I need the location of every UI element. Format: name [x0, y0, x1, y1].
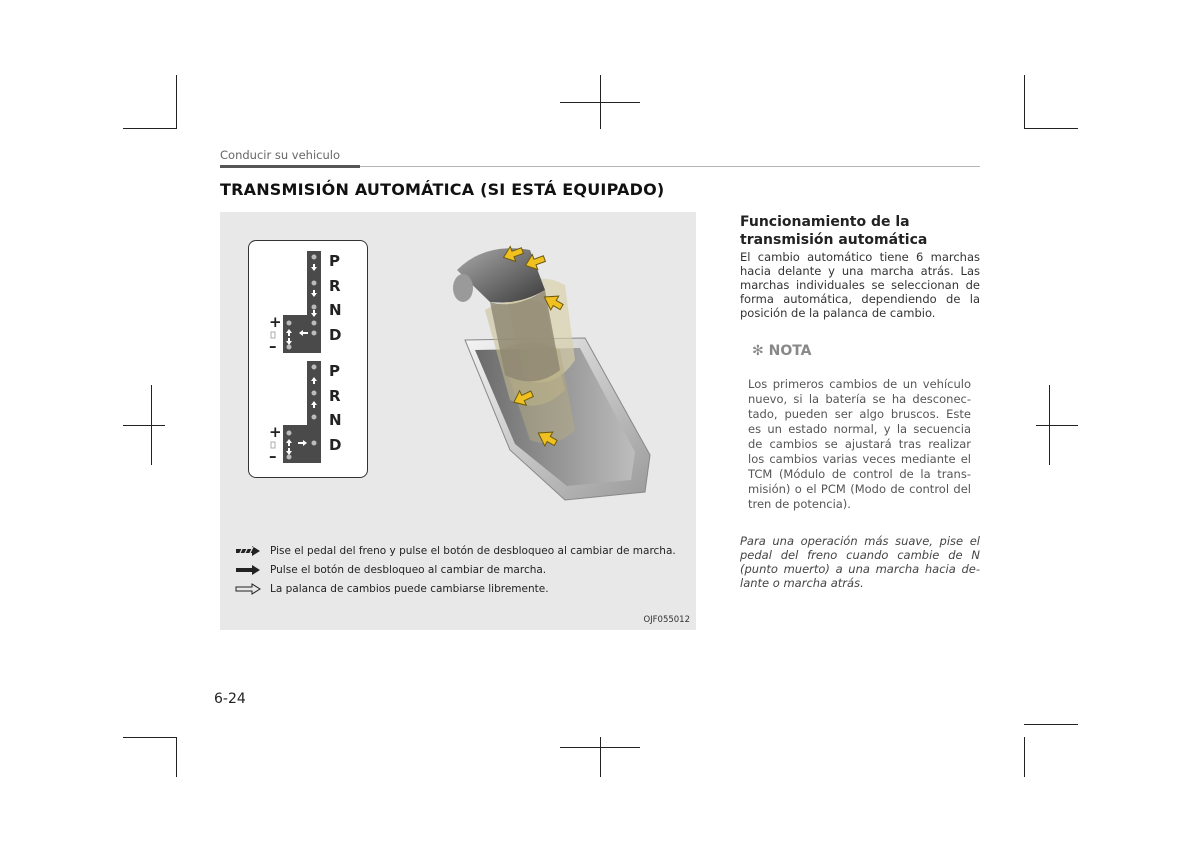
outline-arrow-icon [234, 583, 262, 595]
plus-sign: + [269, 423, 282, 441]
gear-label-d: D [329, 435, 342, 454]
legend-item [234, 545, 676, 557]
minus-sign: – [269, 447, 277, 465]
crop-mark [1024, 128, 1078, 129]
crop-mark [123, 425, 165, 426]
gear-label-r: R [329, 276, 341, 295]
solid-arrow-icon [234, 564, 262, 576]
gear-label-p: P [329, 252, 340, 270]
gear-label-p: P [329, 362, 340, 380]
crop-mark [600, 737, 601, 777]
crop-mark [560, 747, 640, 748]
gear-label-n: N [329, 411, 342, 429]
legend-item [234, 583, 549, 595]
crop-mark [1024, 724, 1078, 725]
crop-mark [560, 102, 640, 103]
shift-pattern-diagram [249, 241, 367, 477]
page-number: 6-24 [214, 691, 246, 707]
plus-sign: + [269, 313, 282, 331]
body-paragraph: El cambio automático tiene 6 marchas hacia delante y una marcha atrás. Las marchas individuales se seleccionan de forma automática, dependiendo de la posición de la palanca de cambio. [740, 250, 980, 320]
shift-pattern-card [248, 240, 368, 478]
legend-text: Pulse el botón de desbloqueo al cambiar de marcha. [270, 564, 547, 576]
gear-label-r: R [329, 386, 341, 405]
section-label: Conducir su vehiculo [220, 148, 340, 162]
transmission-figure [220, 212, 696, 630]
crop-mark [123, 737, 177, 738]
page-title: TRANSMISIÓN AUTOMÁTICA (SI ESTÁ EQUIPADO) [220, 180, 665, 199]
gear-lever-illustration [445, 230, 655, 510]
figure-code: OJF055012 [643, 615, 690, 625]
gear-label-n: N [329, 301, 342, 319]
italic-paragraph: Para una operación más suave, pise el pedal del freno cuando cambie de N (punto muerto) a una marcha hacia de- lante o marcha atrás. [740, 534, 980, 590]
legend-item [234, 564, 546, 576]
gear-label-d: D [329, 325, 342, 344]
legend-text: La palanca de cambios puede cambiarse libremente. [270, 583, 549, 595]
crop-mark [176, 75, 177, 129]
legend-text: Pise el pedal del freno y pulse el botón de desbloqueo al cambiar de marcha. [270, 545, 676, 557]
note-title: ✻ NOTA [752, 343, 812, 359]
note-paragraph: Los primeros cambios de un vehículo nuevo, si la batería se ha desconec- tado, pueden ser algo bruscos. Este es un estado normal, y la secuencia de cambios se ajustará tras realizar los cambios varias veces mediante el TCM (Módulo de control de la trans- misión) o el PCM (Modo de control del tren de potencia). [748, 377, 971, 511]
hatched-arrow-icon [234, 545, 262, 557]
sub-heading: Funcionamiento de la transmisión automática [740, 214, 928, 248]
crop-mark [1024, 75, 1025, 129]
crop-mark [1036, 425, 1078, 426]
crop-mark [176, 737, 177, 777]
header-rule-accent [220, 165, 360, 168]
minus-sign: – [269, 337, 277, 355]
crop-mark [123, 128, 177, 129]
crop-mark [1024, 737, 1025, 777]
